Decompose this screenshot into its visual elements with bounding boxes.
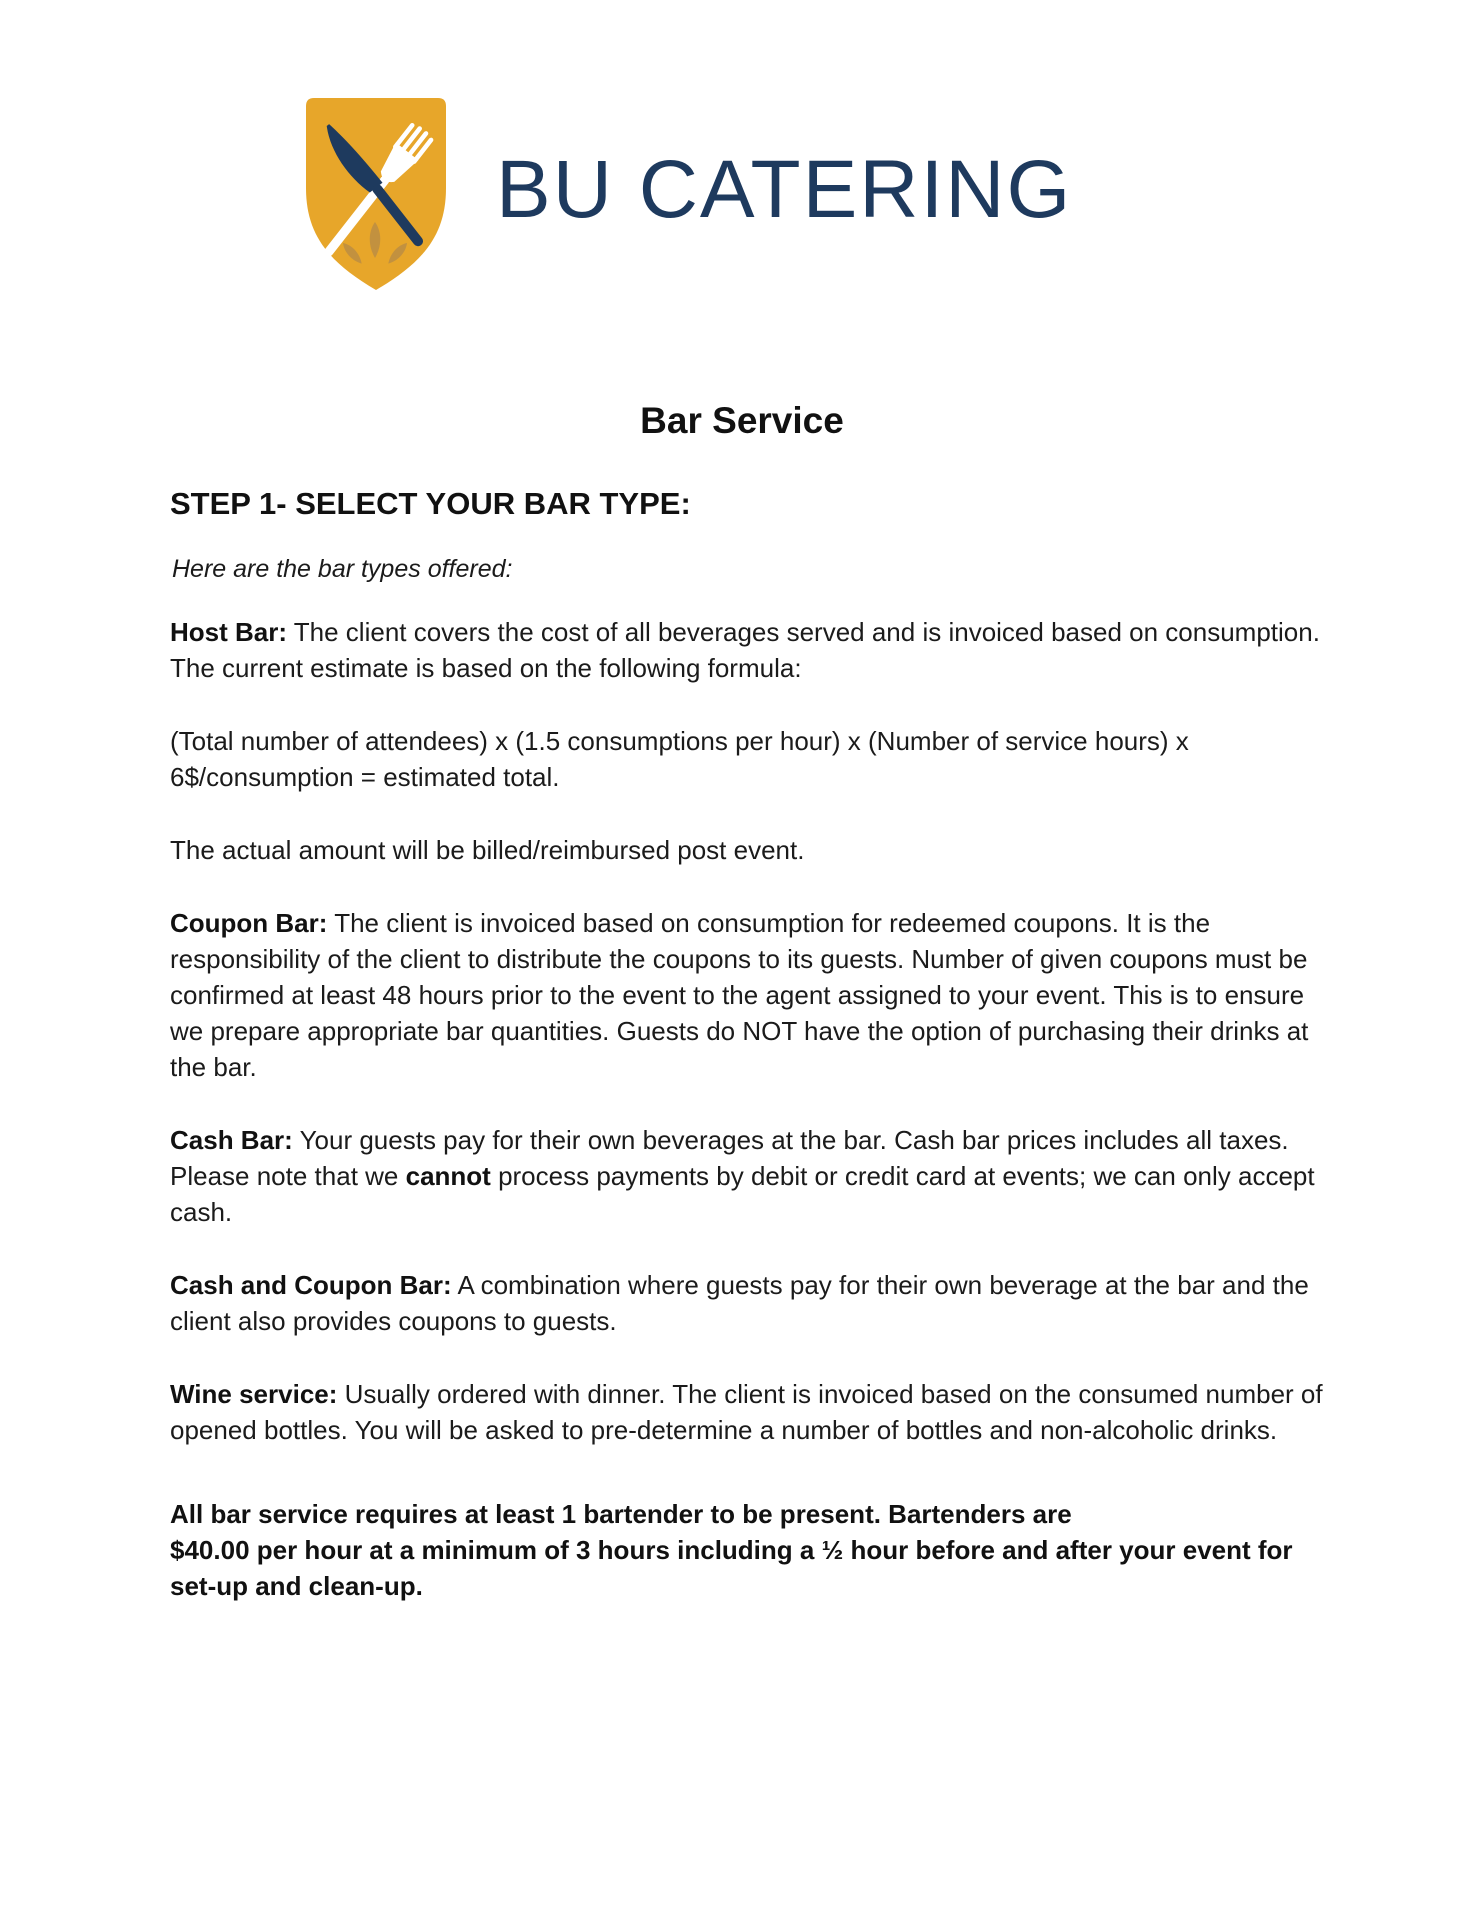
host-bar-text: The client covers the cost of all beverages served and is invoiced based on consumption. The current estimate is based on the following formula: xyxy=(170,617,1320,683)
cash-bar-label: Cash Bar: xyxy=(170,1125,293,1155)
cash-bar-text-after: process payments by debit or credit card at events; we can only accept cash. xyxy=(170,1161,1315,1227)
wine-service-label: Wine service: xyxy=(170,1379,338,1409)
cash-coupon-bar-text: A combination where guests pay for their own beverage at the bar and the client also provides coupons to guests. xyxy=(170,1270,1309,1336)
host-bar-label: Host Bar: xyxy=(170,617,288,647)
logo-brand-text: BU CATERING xyxy=(496,144,1073,235)
wine-service-text: Usually ordered with dinner. The client is invoiced based on the consumed number of opened bottles. You will be asked to pre-determine a number of bottles and non-alcoholic drinks. xyxy=(170,1379,1323,1445)
coupon-bar-label: Coupon Bar: xyxy=(170,908,328,938)
actual-amount-paragraph: The actual amount will be billed/reimbursed post event. xyxy=(170,835,805,865)
cash-bar-bold-word: cannot xyxy=(405,1161,491,1191)
page-title: Bar Service xyxy=(640,400,844,441)
crossed-knife-fork-shield-icon xyxy=(298,96,454,292)
coupon-bar-text: The client is invoiced based on consumption for redeemed coupons. It is the responsibility of the client to distribute the coupons to its guests. Number of given coupons must be confirmed at least 48 hours prior to the event to the agent assigned to your event. This is to ensure we prepare appropriate bar quantities. Guests do NOT have the option of purchasing their drinks at the bar. xyxy=(170,908,1309,1082)
step-heading: STEP 1- SELECT YOUR BAR TYPE: xyxy=(170,486,691,521)
formula-paragraph: (Total number of attendees) x (1.5 consumptions per hour) x (Number of service hours) x 6$/consumption = estimated total. xyxy=(170,726,1189,792)
bu-catering-logo xyxy=(298,96,1072,292)
cash-bar-text-before: Your guests pay for their own beverages at the bar. Cash bar prices includes all taxes. Please note that we xyxy=(170,1125,1289,1191)
cash-coupon-bar-paragraph xyxy=(170,1267,1328,1339)
bartender-note-line2: $40.00 per hour at a minimum of 3 hours including a ½ hour before and after your event for set-up and clean-up. xyxy=(170,1535,1293,1601)
host-bar-paragraph xyxy=(170,614,1328,686)
wine-service-paragraph xyxy=(170,1376,1328,1448)
bartender-note-paragraph xyxy=(170,1496,1328,1604)
content-column xyxy=(170,614,1328,1641)
coupon-bar-paragraph xyxy=(170,905,1328,1085)
bartender-note-line1: All bar service requires at least 1 bartender to be present. Bartenders are xyxy=(170,1499,1072,1529)
cash-coupon-bar-label: Cash and Coupon Bar: xyxy=(170,1270,452,1300)
intro-line: Here are the bar types offered: xyxy=(172,555,513,583)
cash-bar-paragraph xyxy=(170,1122,1328,1230)
